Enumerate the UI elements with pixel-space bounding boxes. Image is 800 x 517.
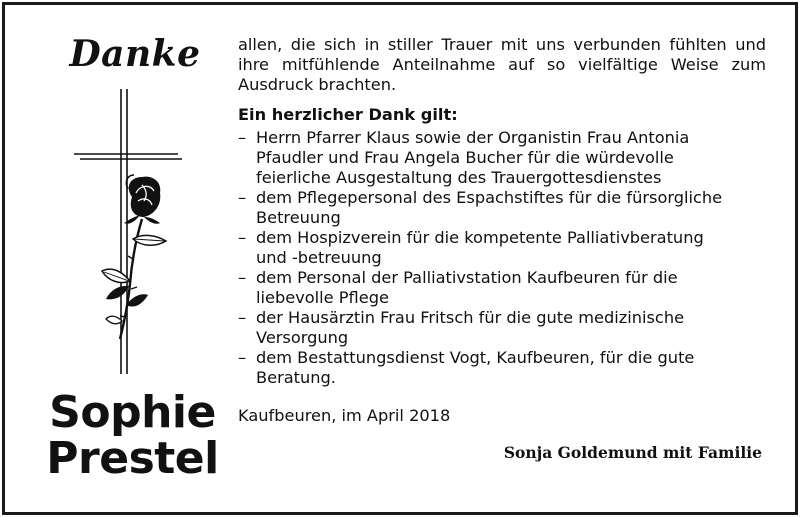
first-name: Sophie [49,387,216,438]
left-column [5,5,230,512]
signature: Sonja Goldemund mit Familie [503,443,762,462]
list-item [238,228,766,268]
list-item-line: liebevolle Pflege [256,288,389,307]
list-item-line: und -betreuung [256,248,382,267]
last-name: Prestel [46,433,219,484]
list-item-line: dem Bestattungsdienst Vogt, Kaufbeuren, für die gute [256,348,695,367]
list-item-line: Pfaudler und Frau Angela Bucher für die würdevolle [256,148,674,167]
list-item [238,128,766,188]
list-item-line: dem Hospizverein für die kompetente Palliativberatung [256,228,704,247]
danke-title: Danke [69,33,201,75]
thanks-list [238,128,766,388]
list-item-line: feierliche Ausgestaltung des Trauergottesdienstes [256,168,662,187]
list-item-line: Beratung. [256,368,336,387]
list-item [238,308,766,348]
list-dash: – [238,268,247,287]
list-item-line: Betreuung [256,208,341,227]
list-item-line: Versorgung [256,328,349,347]
list-item-line: dem Personal der Palliativstation Kaufbeuren für die [256,268,678,287]
list-dash: – [238,188,247,207]
list-dash: – [238,308,247,327]
obituary-card [2,2,798,515]
intro-text: allen, die sich in stiller Trauer mit uns verbunden fühlten und ihre mitfühlende Anteilnahme auf so vielfältige Weise zum Ausdruck brachten. [238,35,766,94]
list-item [238,268,766,308]
list-item-line: dem Pflegepersonal des Espachstiftes für die fürsorgliche [256,188,723,207]
thanks-heading: Ein herzlicher Dank gilt: [238,105,458,124]
list-dash: – [238,128,247,147]
list-dash: – [238,348,247,367]
cross-with-rose-icon [70,89,190,379]
list-item [238,348,766,388]
list-item [238,188,766,228]
place-date: Kaufbeuren, im April 2018 [238,406,451,425]
list-dash: – [238,228,247,247]
message-column [238,35,766,426]
list-item-line: Herrn Pfarrer Klaus sowie der Organistin Frau Antonia [256,128,690,147]
list-item-line: der Hausärztin Frau Fritsch für die gute medizinische [256,308,685,327]
